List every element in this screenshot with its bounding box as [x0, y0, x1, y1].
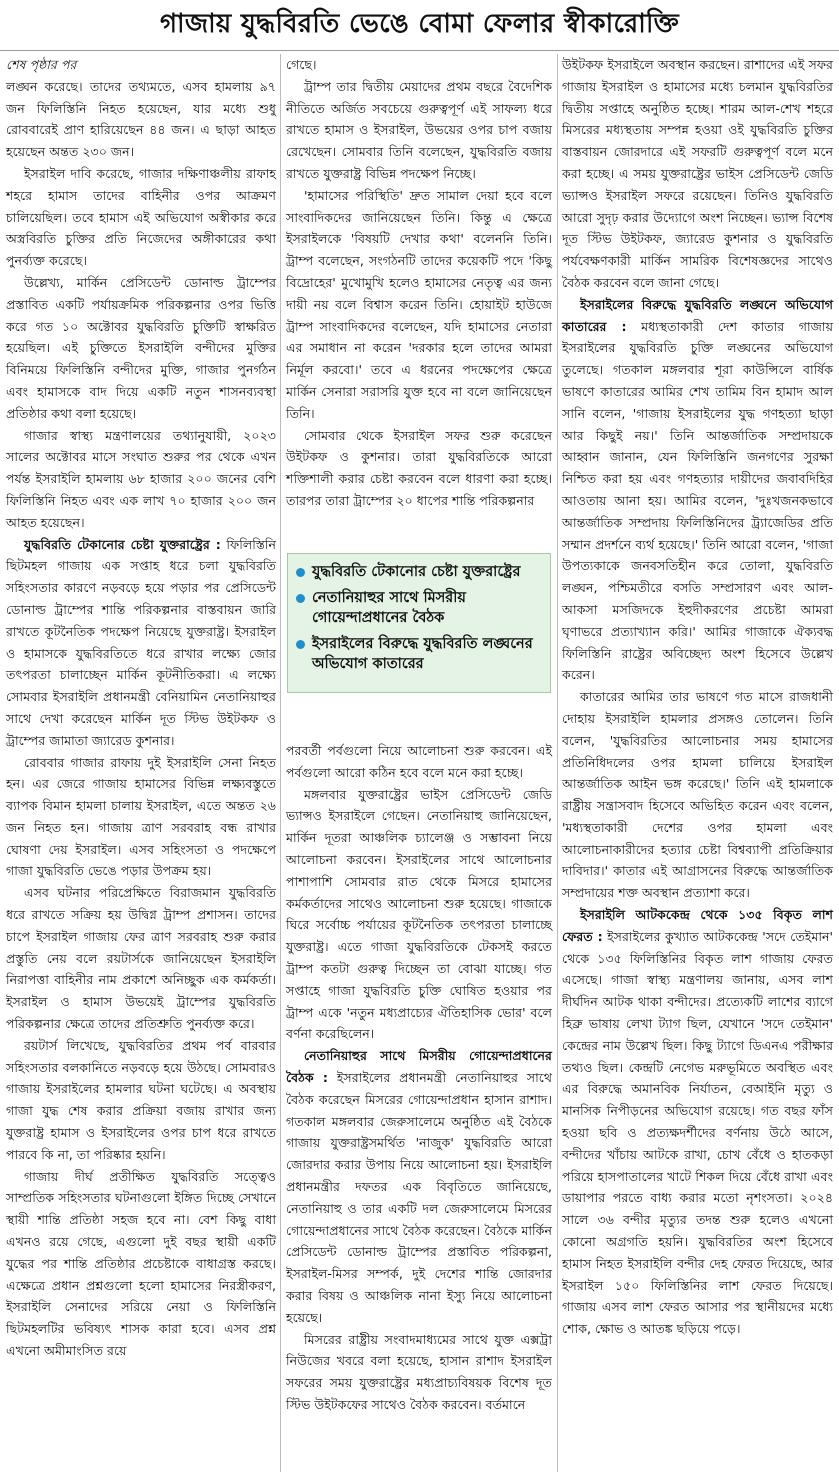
paragraph: উইটকফ ইসরাইলে অবস্থান করছেন। রাশাদের এই সফর গাজায় ইসরাইল ও হামাসের মধ্যে চলমান যুদ্ধবিরতির দ্বিতীয় সপ্তাহে অনুষ্ঠিত হচ্ছে। শারম আল-শেখ শহরে মিসরের মধ্যস্থতায় সম্পন্ন হওয়া ওই যুদ্ধবিরতি চুক্তির বাস্তবায়ন জোরদারে এই সফরটি গুরুত্বপূর্ণ বলে মনে করা হচ্ছে। এ সময় যুক্তরাষ্ট্রের ভাইস প্রেসিডেন্ট জেডি ভ্যান্সও ইসরাইল সফরে রয়েছেন। তিনিও যুদ্ধবিরতি আরো সুদৃঢ় করার উদ্যোগে অংশ নিচ্ছেন। ভ্যান্স বিশেষ দূত স্টিভ উইটকফ, জ্যারেড কুশনার ও যুদ্ধবিরতি পর্যবেক্ষণকারী মার্কিন সামরিক বিশেষজ্ঞদের সাথেও বৈঠক করবেন বলে জানা গেছে।	[562, 57, 833, 290]
paragraph: রোববার গাজার রাফায় দুই ইসরাইলি সেনা নিহত হন। এর জেরে গাজায় হামাসের বিভিন্ন লক্ষ্যবস্তুতে ব্যাপক বিমান হামলা চালায় ইসরাইল, এতে অন্তত ২৬ জন নিহত হন। গাজায় ত্রাণ সরবরাহ বন্ধ রাখার ঘোষণা দেয় ইসরাইল। এসব সহিংসতা ও পদক্ষেপে গাজা যুদ্ধবিরতি ভেঙে পড়ার উপক্রম হয়।	[6, 754, 276, 879]
highlight-item	[296, 562, 542, 582]
paragraph	[562, 294, 833, 686]
paragraph: গাজার স্বাস্থ্য মন্ত্রণালয়ের তথ্যানুযায়ী, ২০২৩ সালের অক্টোবর মাসে সংঘাত শুরুর পর থেকে এখন পর্যন্ত ইসরাইলি হামলায় ৬৮ হাজার ২০০ জনের বেশি ফিলিস্তিনি নিহত এবং এক লাখ ৭০ হাজার ২০০ জন আহত হয়েছেন।	[6, 427, 276, 530]
paragraph	[562, 904, 833, 1340]
paragraph-text: মধ্যস্থতাকারী দেশ কাতার গাজায় ইসরাইলের যুদ্ধবিরতি চুক্তি লঙ্ঘনের অভিযোগ তুলেছে। গতকাল মঙ্গলবার শূরা কাউন্সিলে বার্ষিক ভাষণে কাতারের আমির শেখ তামিম বিন হামাদ আল সানি বলেন, 'গাজায় ইসরাইলের যুদ্ধ গণহত্যা ছাড়া আর কিছুই নয়।' তিনি আন্তর্জাতিক সম্প্রদায়কে আহ্বান জানান, যেন ফিলিস্তিনি জনগণের সুরক্ষা নিশ্চিত করা হয় এবং গণহত্যার দায়ীদের জবাবদিহির আওতায় আনা হয়। আমির বলেন, 'দুঃখজনকভাবে আন্তর্জাতিক সম্প্রদায় ফিলিস্তিনিদের ট্র্যাজেডির প্রতি সম্মান প্রদর্শনে ব্যর্থ হয়েছে।' তিনি আরো বলেন, 'গাজা উপত্যকাকে জনবসতিহীন করে তোলা, যুদ্ধবিরতি লঙ্ঘন, পশ্চিমতীরে বসতি সম্প্রসারণ এবং আল-আকসা মসজিদকে ইহুদীকরণের প্রচেষ্টা আমরা ঘৃণাভরে প্রত্যাখ্যান করি।' আমির গাজাকে ঐক্যবদ্ধ ফিলিস্তিনি রাষ্ট্রের অবিচ্ছেদ্য অংশ হিসেবে উল্লেখ করেন।	[562, 318, 833, 683]
article-column-2-bottom	[286, 740, 552, 1412]
bullet-icon	[296, 594, 305, 603]
paragraph: 'হামাসের পরিস্থিতি' দ্রুত সামাল দেয়া হবে বলে সাংবাদিকদের জানিয়েছেন তিনি। কিন্তু এ ক্ষেত্রে ইসরাইলকে 'বিষয়টি দেখার কথা' বলেননি তিনি। ট্রাম্প বলেছেন, সংগঠনটি তাদের কয়েকটি পদে 'কিছু বিদ্রোহের' মুখোমুখি হলেও হামাসের নেতৃত্ব এর জন্য দায়ী নয় বলে বিশ্বাস করেন তিনি। হোয়াইট হাউজে ট্রাম্প সাংবাদিকদের বলেছেন, যদি হামাসের নেতারা এর সমাধান না করেন 'দরকার হলে তাদের আমরা নির্মূল করবো।' তবে এ ধরনের পদক্ষেপের ক্ষেত্রে মার্কিন সেনারা সরাসরি যুক্ত হবে না বলে জানিয়েছেন তিনি।	[286, 187, 552, 421]
subheading: যুদ্ধবিরতি টেকানোর চেষ্টা যুক্তরাষ্ট্রের :	[24, 536, 221, 552]
paragraph	[286, 1045, 552, 1328]
subheading: ইসরাইলি আটককেন্দ্র থেকে ১৩৫ বিকৃত লাশ ফেরত :	[562, 907, 833, 944]
highlight-text: নেতানিয়াহুর সাথে মিসরীয় গোয়েন্দাপ্রধানের বৈঠক	[312, 590, 466, 626]
column-divider	[557, 54, 558, 1472]
continued-from-label: শেষ পৃষ্ঠার পর	[6, 57, 77, 72]
subheading: ইসরাইলের বিরুদ্ধে যুদ্ধবিরতি লঙ্ঘনে অভিযোগ কাতারের :	[562, 296, 833, 334]
paragraph: পরবর্তী পর্বগুলো নিয়ে আলোচনা শুরু করবেন। এই পর্বগুলো আরো কঠিন হবে বলে মনে করা হচ্ছে।	[286, 743, 552, 780]
highlight-item	[296, 634, 542, 674]
page-headline: গাজায় যুদ্ধবিরতি ভেঙে বোমা ফেলার স্বীকারোক্তি	[0, 0, 839, 51]
bullet-icon	[296, 640, 305, 649]
paragraph: কাতারের আমির তার ভাষণে গত মাসে রাজধানী দোহায় ইসরাইলি হামলার প্রসঙ্গও তোলেন। তিনি বলেন, 'যুদ্ধবিরতির আলোচনার সময় হামাসের প্রতিনিধিদলের ওপর হামলা চালিয়ে ইসরাইল আন্তর্জাতিক আইন ভঙ্গ করেছে।' তিনি এই হামলাকে রাষ্ট্রীয় সন্ত্রাসবাদ হিসেবে অভিহিত করেন এবং বলেন, 'মধ্যস্থতাকারী দেশের ওপর হামলা এবং আলোচনাকারীদের হত্যার চেষ্টা বিশ্বব্যাপী প্রতিক্রিয়ার দাবিদার।' কাতার এই আগ্রাসনের বিরুদ্ধে আন্তর্জাতিক সম্প্রদায়ের শক্ত অবস্থান প্রত্যাশা করে।	[562, 689, 833, 901]
highlight-text: যুদ্ধবিরতি টেকানোর চেষ্টা যুক্তরাষ্ট্রের	[312, 564, 521, 580]
column-divider	[280, 54, 281, 1472]
paragraph: লঙ্ঘন করেছে। তাদের তথ্যমতে, এসব হামলায় ৯৭ জন ফিলিস্তিনি নিহত হয়েছেন, যার মধ্যে শুধু রোববারেই প্রাণ হারিয়েছেন ৪৪ জন। এ ছাড়া আহত হয়েছেন অন্তত ২৩০ জন।	[6, 78, 276, 160]
highlight-box	[287, 553, 551, 693]
paragraph-text: ইসরাইলের কুখ্যাত আটককেন্দ্র 'সদে তেইমান' থেকে ১৩৫ ফিলিস্তিনির বিকৃত লাশ গাজায় ফেরত এসেছে। গাজা স্বাস্থ্য মন্ত্রণালয় জানায়, এসব লাশ দীর্ঘদিন আটক থাকা বন্দীদের। প্রত্যেকটি লাশের ব্যাগে হিব্রু ভাষায় লেখা ট্যাগ ছিল, যেখানে 'সদে তেইমান' কেন্দ্রের নাম উল্লেখ ছিল। কিছু ট্যাগে ডিএনএ পরীক্ষার তথ্যও ছিল। কেন্দ্রটি নেগেভ মরুভূমিতে অবস্থিত এবং এর বিরুদ্ধে অমানবিক নির্যাতন, বেআইনি মৃত্যু ও মানসিক নিপীড়নের অভিযোগ রয়েছে। গত বছর ফাঁস হওয়া ছবি ও প্রত্যক্ষদর্শীদের বর্ণনায় উঠে আসে, বন্দীদের খাঁচায় আটকে রাখা, চোখ বেঁধে ও হাতকড়া পরিয়ে হাসপাতালের খাটে শিকল দিয়ে বেঁধে রাখা এবং ডায়াপার পরতে বাধ্য করার মতো নৃশংসতা। ২০২৪ সালে ৩৬ বন্দীর মৃত্যুর তদন্ত শুরু হলেও এখনো কোনো অগ্রগতি হয়নি। যুদ্ধবিরতির অংশ হিসেবে হামাস নিহত ইসরাইলি বন্দীর দেহ ফেরত দিয়েছে, আর ইসরাইল ১৫০ ফিলিস্তিনির লাশ ফেরত দিয়েছে। গাজায় এসব লাশ ফেরত আসার পর স্থানীয়দের মধ্যে শোক, ক্ষোভ ও আতঙ্ক ছড়িয়ে পড়ে।	[562, 928, 833, 1337]
paragraph: গাজায় দীর্ঘ প্রতীক্ষিত যুদ্ধবিরতি সত্ত্বেও সাম্প্রতিক সহিংসতার ঘটনাগুলো ইঙ্গিত দিচ্ছে সেখানে স্থায়ী শান্তি প্রতিষ্ঠা সহজ হবে না। বেশ কিছু বাধা এখনও রয়ে গেছে, এগুলো দুই বছর স্থায়ী একটি যুদ্ধের পর শান্তি প্রতিষ্ঠার প্রচেষ্টাকে বাধাগ্রস্ত করছে। এক্ষেত্রে প্রধান প্রশ্নগুলো হলো হামাসের নিরস্ত্রীকরণ, ইসরাইলি সেনাদের সরিয়ে নেয়া ও ফিলিস্তিনি ছিটমহলটির ভবিষ্যৎ শাসক কারা হবে। এসব প্রশ্ন এখনো অমীমাংসিত রয়ে	[6, 1168, 276, 1359]
highlight-text: ইসরাইলের বিরুদ্ধে যুদ্ধবিরতি লঙ্ঘনের অভিযোগ কাতারের	[312, 636, 533, 672]
paragraph: রয়টার্স লিখেছে, যুদ্ধবিরতির প্রথম পর্ব বারবার সহিংসতার বলকানিতে নড়বড়ে হয়ে উঠছে। সোমবারও গাজায় ইসরাইলের হামলার ঘটনা ঘটেছে। এ অবস্থায় গাজা যুদ্ধ শেষ করার প্রক্রিয়া বজায় রাখার জন্য যুক্তরাষ্ট্র হামাস ও ইসরাইলের ওপর চাপ ধরে রাখতে পারবে কি না, তা পরিষ্কার হয়নি।	[6, 1037, 276, 1162]
paragraph: সোমবার থেকে ইসরাইল সফর শুরু করেছেন উইটকফ ও কুশনার। তারা যুদ্ধবিরতিকে আরো শক্তিশালী করার চেষ্টা করবেন বলে ধারণা করা হচ্ছে। তারপর তারা ট্রাম্পের ২০ ধাপের শান্তি পরিকল্পনার	[286, 427, 552, 508]
bullet-icon	[296, 568, 305, 577]
paragraph	[6, 534, 276, 752]
article-column-3	[562, 54, 833, 1474]
paragraph: ইসরাইল দাবি করেছে, গাজার দক্ষিণাঞ্চলীয় রাফাহ শহরে হামাস তাদের বাহিনীর ওপর আক্রমণ চালিয়েছিল। তবে হামাস এই অভিযোগ অস্বীকার করে অস্ত্রবিরতি চুক্তির প্রতি নিজেদের অঙ্গীকারের কথা পুনর্ব্যক্ত করেছে।	[6, 165, 276, 269]
paragraph: মিসরের রাষ্ট্রীয় সংবাদমাধ্যমের সাথে যুক্ত এক্সট্রা নিউজের খবরে বলা হয়েছে, হাসান রাশাদ ইসরাইল সফরের সময় যুক্তরাষ্ট্রের মধ্যপ্রাচ্যবিষয়ক বিশেষ দূত স্টিভ উইটকফের সাথেও বৈঠক করবেন। বর্তমানে	[286, 1331, 552, 1412]
paragraph-text: ইসরাইলের প্রধানমন্ত্রী নেতানিয়াহুর সাথে বৈঠক করেছেন মিসরের গোয়েন্দাপ্রধান হাসান রাশাদ। গতকাল মঙ্গলবার জেরুসালেমে অনুষ্ঠিত এই বৈঠকে গাজায় যুক্তরাষ্ট্রসমর্থিত 'নাজুক' যুদ্ধবিরতি আরো জোরদার করার উপায় নিয়ে আলোচনা হয়। ইসরাইলি প্রধানমন্ত্রীর দফতর এক বিবৃতিতে জানিয়েছে, নেতানিয়াহু ও তার একটি দল জেরুসালেমে মিসরের গোয়েন্দাপ্রধানের সাথে বৈঠক করেছেন। বৈঠকে মার্কিন প্রেসিডেন্ট ডোনাল্ড ট্রাম্পের প্রস্তাবিত পরিকল্পনা, ইসরাইল-মিসর সম্পর্ক, দুই দেশের শান্তি জোরদার করার বিষয় ও আঞ্চলিক নানা ইস্যু নিয়ে আলোচনা হয়েছে।	[286, 1069, 552, 1325]
highlight-item	[296, 588, 542, 628]
article-column-1	[6, 54, 276, 1474]
subheading: নেতানিয়াহুর সাথে মিসরীয় গোয়েন্দাপ্রধানের বৈঠক :	[286, 1048, 552, 1085]
paragraph: মঙ্গলবার যুক্তরাষ্ট্রের ভাইস প্রেসিডেন্ট জেডি ভ্যান্সও ইসরাইলে গেছেন। নেতানিয়াহু জানিয়েছেন, মার্কিন দূতরা আঞ্চলিক চ্যালেঞ্জ ও সম্ভাবনা নিয়ে আলোচনা করবেন। ইসরাইলের সাথে আলোচনার পাশাপাশি সোমবার রাত থেকে মিসরে হামাসের কর্মকর্তাদের সাথেও আলোচনা শুরু হয়েছে। গাজাকে ঘিরে সর্বোচ্চ পর্যায়ের কূটনৈতিক তৎপরতা চালাচ্ছে যুক্তরাষ্ট্র। এতে গাজা যুদ্ধবিরতিকে টেকসই করতে ট্রাম্প কতটা গুরুত্ব দিচ্ছেন তা বোঝা যাচ্ছে। গত সপ্তাহে গাজা যুদ্ধবিরতি চুক্তি ঘোষিত হওয়ার পর ট্রাম্প একে 'নতুন মধ্যপ্রাচ্যের ঐতিহাসিক ভোর' বলে বর্ণনা করেছিলেন।	[286, 786, 552, 1042]
paragraph: এসব ঘটনার পরিপ্রেক্ষিতে বিরাজমান যুদ্ধবিরতি ধরে রাখতে সক্রিয় হয় উদ্বিগ্ন ট্রাম্প প্রশাসন। তাদের চাপে ইসরাইল গাজায় ফের ত্রাণ সরবরাহ শুরু করার প্রস্তুতি নেয় বলে রয়টার্সকে জানিয়েছেন ইসরাইলি নিরাপত্তা বাহিনীর নাম প্রকাশে অনিচ্ছুক এক কর্মকর্তা। ইসরাইল ও হামাস উভয়েই ট্রাম্পের যুদ্ধবিরতি পরিকল্পনার ক্ষেত্রে তাদের প্রতিশ্রুতি পুনর্ব্যক্ত করে।	[6, 885, 276, 1032]
paragraph-text: ফিলিস্তিনি ছিটমহল গাজায় এক সপ্তাহ ধরে চলা যুদ্ধবিরতি সহিংসতার কারণে নড়বড়ে হয়ে পড়ার পর প্রেসিডেন্ট ডোনাল্ড ট্রাম্পের শান্তি পরিকল্পনার বাস্তবায়ন জারি রাখতে কূটনৈতিক পদক্ষেপ নিয়েছে যুক্তরাষ্ট্র। ইসরাইল ও হামাসকে যুদ্ধবিরতিতে ধরে রাখার লক্ষ্যে জোর তৎপরতা চালাচ্ছেন মার্কিন কূটনীতিকরা। এ লক্ষ্যে সোমবার ইসরাইলি প্রধানমন্ত্রী বেনিয়ামিন নেতানিয়াহুর সাথে দেখা করেছেন মার্কিন দূত স্টিভ উইটকফ ও ট্রাম্পের জামাতা জ্যারেড কুশনার।	[6, 536, 277, 748]
paragraph: উল্লেখ্য, মার্কিন প্রেসিডেন্ট ডোনাল্ড ট্রাম্পের প্রস্তাবিত একটি পর্যায়ক্রমিক পরিকল্পনার ওপর ভিত্তি করে গত ১০ অক্টোবর যুদ্ধবিরতি চুক্তিটি স্বাক্ষরিত হয়েছিল। এই চুক্তিতে ইসরাইলি বন্দীদের মুক্তির বিনিময়ে ফিলিস্তিনি বন্দীদের মুক্তি, গাজার পুনর্গঠন এবং হামাসকে বাদ দিয়ে একটি নতুন শাসনব্যবস্থা প্রতিষ্ঠার কথা বলা হয়েছে।	[6, 274, 276, 421]
paragraph: ট্রাম্প তার দ্বিতীয় মেয়াদের প্রথম বছরে বৈদেশিক নীতিতে অর্জিত সবচেয়ে গুরুত্বপূর্ণ এই সাফল্য ধরে রাখতে হামাস ও ইসরাইল, উভয়ের ওপর চাপ বজায় রেখেছেন। সোমবার তিনি বলেছেন, যুদ্ধবিরতি বজায় রাখতে যুক্তরাষ্ট্র বিভিন্ন পদক্ষেপ নিচ্ছে।	[286, 78, 552, 181]
paragraph: গেছে।	[286, 57, 317, 72]
article-column-2-top	[286, 54, 552, 548]
